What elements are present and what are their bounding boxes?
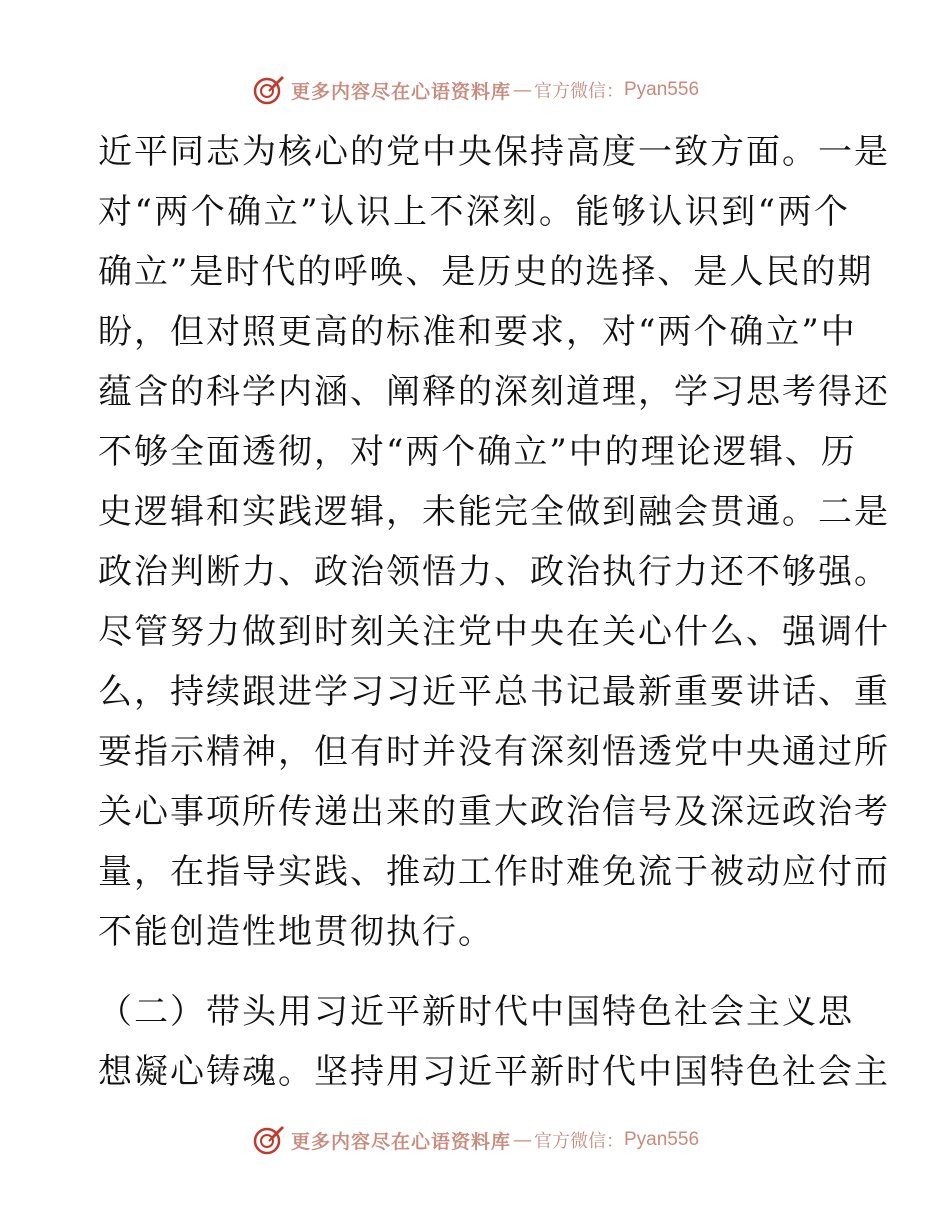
text-line: 尽管努力做到时刻关注党中央在关心什么、强调什 xyxy=(98,612,890,652)
text-line: 近平同志为核心的党中央保持高度一致方面。一是 xyxy=(98,132,890,172)
footer-brand-text: 更多内容尽在心语资料库 xyxy=(290,1130,511,1153)
text-line: 关心事项所传递出来的重大政治信号及深远政治考 xyxy=(98,792,890,832)
text-line: 要指示精神，但有时并没有深刻悟透党中央通过所 xyxy=(98,732,890,772)
header-wechat-id: Pyan556 xyxy=(624,79,700,100)
header-wechat-label: 官方微信： xyxy=(534,81,624,102)
section-heading-line: （二）带头用习近平新时代中国特色社会主义思 xyxy=(98,992,854,1032)
text-line: 不够全面透彻，对“两个确立”中的理论逻辑、历 xyxy=(98,432,857,472)
text-line: 想凝心铸魂。坚持用习近平新时代中国特色社会主 xyxy=(98,1052,890,1092)
paragraph-1 xyxy=(98,122,890,962)
text-line: 对“两个确立”认识上不深刻。能够认识到“两个 xyxy=(98,192,850,232)
text-line: 蕴含的科学内涵、阐释的深刻道理，学习思考得还 xyxy=(98,372,890,412)
text-line: 盼，但对照更高的标准和要求，对“两个确立”中 xyxy=(98,312,857,352)
text-line: 政治判断力、政治领悟力、政治执行力还不够强。 xyxy=(98,552,890,592)
header-dash: — xyxy=(513,79,532,101)
footer-wechat-id: Pyan556 xyxy=(624,1129,700,1150)
header-banner xyxy=(0,70,950,110)
paragraph-2 xyxy=(98,982,890,1102)
text-line: 么，持续跟进学习习近平总书记最新重要讲话、重 xyxy=(98,672,890,712)
header-brand-text: 更多内容尽在心语资料库 xyxy=(290,80,511,103)
text-line: 量，在指导实践、推动工作时难免流于被动应付而 xyxy=(98,852,890,892)
footer-banner xyxy=(0,1120,950,1160)
footer-dash: — xyxy=(513,1129,532,1151)
text-line: 不能创造性地贯彻执行。 xyxy=(98,912,494,952)
text-line: 确立”是时代的呼唤、是历史的选择、是人民的期 xyxy=(98,252,874,292)
footer-wechat-label: 官方微信： xyxy=(534,1131,624,1152)
document-body xyxy=(98,122,890,1102)
pen-circle-logo-icon xyxy=(251,73,285,107)
pen-circle-logo-icon xyxy=(251,1123,285,1157)
text-line: 史逻辑和实践逻辑，未能完全做到融会贯通。二是 xyxy=(98,492,890,532)
